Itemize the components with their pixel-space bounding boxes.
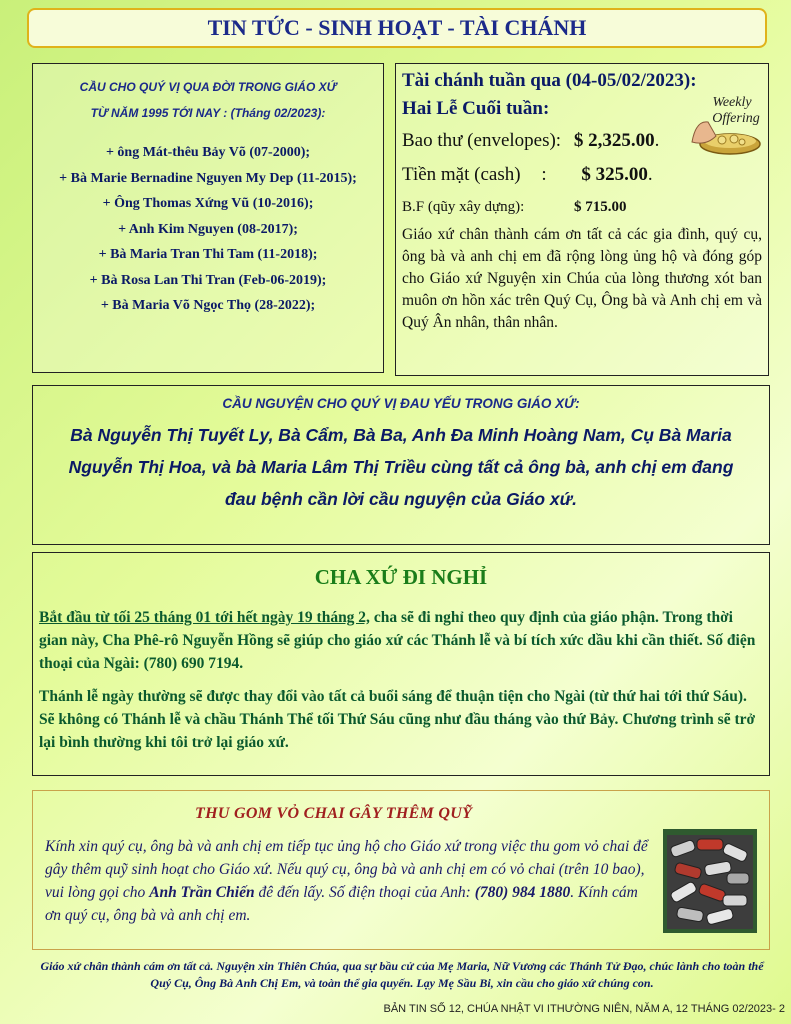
priest-paragraph-1: [39, 606, 763, 675]
bf-amount: $ 715.00: [574, 199, 627, 215]
cash-separator: :: [541, 164, 547, 185]
bottle-bin-icon: [663, 829, 757, 933]
page-info: BẢN TIN SỐ 12, CHÚA NHẬT VI ITHƯỜNG NIÊN, NĂM A, 12 THÁNG 02/2023- 2: [383, 1003, 785, 1015]
deceased-heading-line2: TỪ NĂM 1995 TỚI NAY : (Tháng 02/2023):: [90, 106, 326, 120]
offering-badge-line1: Weekly: [712, 95, 752, 110]
priest-paragraph-1-text: cha sẽ đi nghỉ theo quy định của giáo phận. Trong thời gian này, Cha Phê-rô Nguyễn Hồng sẽ giúp cho giáo xứ các Thánh lễ và bí tích xức dầu khi cần thiết. Số điện thoại của Ngài: (780) 690 7194.: [39, 609, 756, 672]
cash-label: Tiền mặt (cash): [402, 164, 521, 185]
bf-row: [402, 192, 762, 222]
priest-heading: CHA XỨ ĐI NGHỈ: [314, 565, 488, 589]
cash-amount: $ 325.00: [581, 164, 648, 185]
deceased-heading: [33, 74, 383, 126]
deceased-heading-line1: CẦU CHO QUÝ VỊ QUA ĐỜI TRONG GIÁO XỨ: [79, 80, 337, 94]
bf-label: B.F (qũy xây dựng):: [402, 199, 525, 215]
offering-badge-line2: Offering: [712, 111, 760, 126]
envelopes-row: Bao thư (envelopes): $ 2,325.00.: [402, 130, 660, 151]
finance-thanks: Giáo xứ chân thành cám ơn tất cả các gia đình, quý cụ, ông bà và anh chị em đã rộng lòng ủng hộ và đóng góp cho Giáo xứ Nguyện xin Chúa của lòng thương xót ban muôn ơn hồn xác trên Quý Cụ, Ông bà và Anh chị em và Quý Ân nhân, thân nhân.: [402, 226, 762, 331]
sick-names: Bà Nguyễn Thị Tuyết Ly, Bà Cẩm, Bà Ba, Anh Đa Minh Hoàng Nam, Cụ Bà Maria Nguyễn Thị Hoa, và bà Maria Lâm Thị Triều cùng tất cả ông bà, anh chị em đang đau bệnh cần lời cầu nguyện của Giáo xứ.: [68, 425, 734, 509]
list-item: + Bà Maria Tran Thi Tam (11-2018);: [98, 247, 318, 262]
sick-heading: CẦU NGUYỆN CHO QUÝ VỊ ĐAU YẾU TRONG GIÁO XỨ:: [222, 396, 580, 411]
bottle-collection-section: [32, 790, 770, 950]
finance-section: [395, 63, 769, 376]
list-item: + Bà Rosa Lan Thi Tran (Feb-06-2019);: [89, 272, 327, 288]
page-title: TIN TỨC - SINH HOẠT - TÀI CHÁNH: [27, 8, 767, 48]
list-item: + Bà Maria Võ Ngọc Thọ (28-2022);: [100, 298, 316, 313]
finance-subtitle: Hai Lễ Cuối tuần:: [402, 98, 550, 119]
priest-vacation-section: [32, 552, 770, 776]
priest-paragraph-2: Thánh lễ ngày thường sẽ được thay đổi vào tất cả buổi sáng để thuận tiện cho Ngài (từ thứ hai tới thứ Sáu). Sẽ không có Thánh lễ và chầu Thánh Thể tối Thứ Sáu cũng như đầu tháng vào thứ Bảy. Chương trình sẽ trở lại bình thường khi tôi trở lại giáo xứ.: [39, 688, 756, 751]
bottles-heading: THU GOM VỎ CHAI GÂY THÊM QUỸ: [195, 805, 473, 822]
list-item: + Bà Marie Bernadine Nguyen My Dep (11-2015);: [59, 170, 357, 186]
envelopes-amount: $ 2,325.00: [573, 130, 655, 151]
sick-section: [32, 385, 770, 545]
deceased-list: [33, 140, 383, 319]
list-item: + ông Mát-thêu Bảy Võ (07-2000);: [105, 145, 311, 160]
bottles-contact-name: Anh Trần Chiến: [149, 884, 255, 901]
cash-row: Tiền mặt (cash) : $ 325.00.: [402, 164, 653, 185]
footer-blessing: Giáo xứ chân thành cám ơn tất cả. Nguyện xin Thiên Chúa, qua sự bầu cử của Mẹ Maria, Nữ Vương các Thánh Tử Đạo, chúc lành cho toàn thể Quý Cụ, Ông Bà Anh Chị Em, và toàn thể gia quyến. Lạy Mẹ Sầu Bi, xin cầu cho giáo xứ chúng con.: [40, 959, 764, 990]
priest-dates: Bắt đầu từ tối 25 tháng 01 tới hết ngày 19 tháng 2,: [39, 609, 370, 626]
bottles-text-part: Kính xin quý cụ, ông bà và anh chị em tiếp tục ủng hộ cho Giáo xứ trong việc thu gom vỏ chai để gây thêm quỹ sinh hoạt cho Giáo xứ. Nếu quý cụ, ông bà và anh chị em có vỏ chai (trên 10 bao), vui lòng gọi cho: [45, 838, 648, 901]
bottles-phone: (780) 984 1880: [474, 884, 571, 901]
bottles-text-part: đê đến lấy. Số điện thoại của Anh:: [254, 884, 475, 901]
list-item: + Anh Kim Nguyen (08-2017);: [118, 221, 298, 237]
list-item: + Ông Thomas Xứng Vũ (10-2016);: [102, 196, 314, 211]
deceased-section: [32, 63, 384, 373]
bottles-text-part: . Kính cám ơn quý cụ, ông bà và anh chị em.: [45, 884, 638, 924]
bottles-text: [45, 835, 657, 927]
envelopes-label: Bao thư (envelopes):: [402, 130, 562, 151]
finance-title: Tài chánh tuần qua (04-05/02/2023):: [402, 70, 697, 91]
weekly-offering-icon: [686, 92, 762, 158]
